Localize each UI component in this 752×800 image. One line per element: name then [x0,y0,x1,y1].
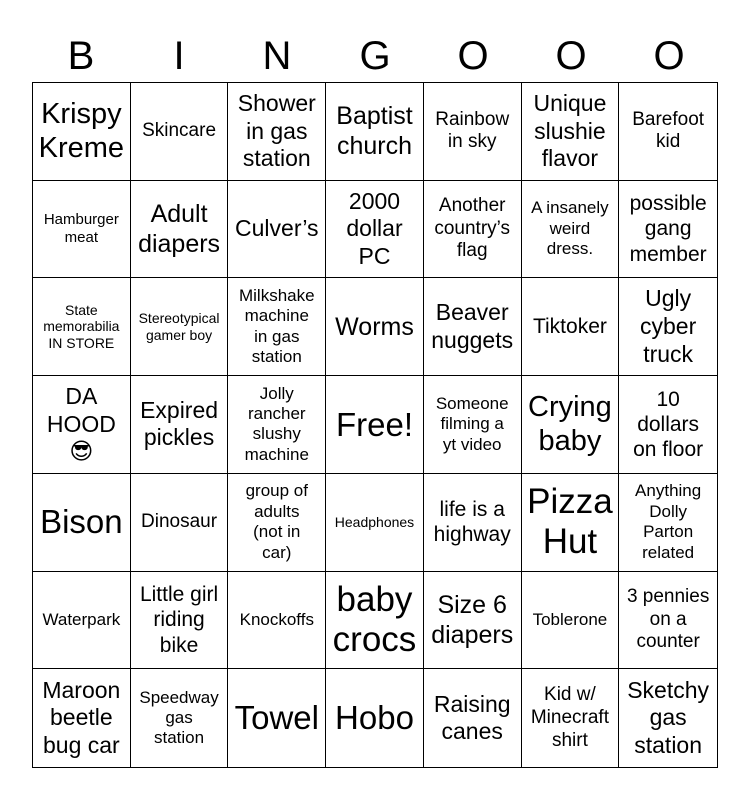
bingo-cell[interactable] [33,83,131,181]
header-letter: I [173,34,185,78]
cell-text: Speedway gas station [139,687,219,748]
bingo-cell[interactable] [33,181,131,279]
bingo-cell[interactable] [424,669,522,767]
bingo-cell[interactable] [522,83,620,181]
bingo-cell[interactable] [619,83,717,181]
header-letter: G [359,34,391,78]
bingo-cell[interactable] [228,669,326,767]
bingo-cell[interactable] [424,181,522,279]
bingo-header [32,30,718,82]
bingo-cell[interactable] [522,669,620,767]
bingo-cell[interactable] [131,572,229,670]
cell-text: Someone filming a yt video [435,393,509,454]
bingo-cell[interactable] [424,83,522,181]
cell-text: Little girl riding bike [139,583,219,657]
bingo-cell[interactable] [228,181,326,279]
cell-text: Headphones [334,513,415,530]
cell-text: Size 6 diapers [431,590,514,649]
header-letter: O [555,34,587,78]
cell-text: Hobo [335,699,414,737]
cell-text: Milkshake machine in gas station [238,286,315,367]
cell-text: State memorabilia IN STORE [43,301,120,352]
bingo-cell[interactable] [33,474,131,572]
bingo-cell[interactable] [326,83,424,181]
cell-text: Beaver nuggets [431,299,514,353]
cell-text: baby crocs [332,579,417,659]
cell-text: Worms [335,312,414,341]
cell-text: Maroon beetle bug car [42,676,121,758]
cell-text: Raising canes [433,690,511,745]
bingo-cell[interactable] [33,572,131,670]
cell-text: Baptist church [336,102,413,161]
cell-text: DA HOOD 😎 [46,383,116,465]
cell-text: possible gang member [629,192,707,266]
bingo-cell[interactable] [131,83,229,181]
cell-text: Hamburger meat [43,211,119,247]
header-letter: O [457,34,489,78]
bingo-cell[interactable] [619,572,717,670]
bingo-board [32,82,718,768]
cell-text: Barefoot kid [632,108,705,153]
cell-text: Sketchy gas station [627,676,710,758]
header-letter: N [262,34,292,78]
bingo-cell[interactable] [228,474,326,572]
cell-text: life is a highway [433,498,511,547]
cell-text: Krispy Kreme [38,97,125,165]
cell-text: Knockoffs [239,609,314,629]
cell-text: Towel [234,699,319,737]
cell-text: Stereotypical gamer boy [138,309,220,343]
bingo-cell[interactable] [522,278,620,376]
bingo-cell[interactable] [424,474,522,572]
bingo-cell[interactable] [522,376,620,474]
cell-text: Bison [40,503,123,541]
bingo-cell[interactable] [131,376,229,474]
cell-text: Rainbow in sky [435,108,510,153]
bingo-cell[interactable] [424,376,522,474]
bingo-cell[interactable] [326,376,424,474]
bingo-cell[interactable] [619,474,717,572]
header-letter: B [67,34,95,78]
cell-text: Unique slushie flavor [533,89,607,172]
cell-text: Expired pickles [140,396,219,451]
cell-text: Dinosaur [141,510,218,532]
cell-text: 3 pennies on a counter [626,585,710,653]
bingo-cell[interactable] [131,278,229,376]
cell-text: Tiktoker [532,315,607,339]
cell-text: Adult diapers [138,200,221,259]
cell-text: Shower in gas station [237,89,316,172]
bingo-cell[interactable] [424,572,522,670]
bingo-cell[interactable] [228,83,326,181]
bingo-cell[interactable] [619,278,717,376]
cell-text: Crying baby [528,390,612,458]
cell-text: Skincare [142,119,217,141]
cell-text: Anything Dolly Parton related [635,481,702,562]
bingo-cell[interactable] [131,474,229,572]
cell-text: Toblerone [532,609,608,629]
bingo-cell[interactable] [619,376,717,474]
bingo-cell[interactable] [131,669,229,767]
bingo-cell[interactable] [33,669,131,767]
bingo-cell[interactable] [326,278,424,376]
bingo-cell[interactable] [522,474,620,572]
bingo-cell[interactable] [228,376,326,474]
bingo-cell[interactable] [326,669,424,767]
bingo-cell[interactable] [326,181,424,279]
bingo-cell[interactable] [326,474,424,572]
bingo-cell[interactable] [33,278,131,376]
bingo-cell[interactable] [424,278,522,376]
bingo-cell[interactable] [522,572,620,670]
bingo-cell[interactable] [228,278,326,376]
bingo-cell[interactable] [619,181,717,279]
cell-text: group of adults (not in car) [245,481,308,562]
cell-text: Pizza Hut [527,481,613,562]
bingo-cell[interactable] [326,572,424,670]
cell-text: A insanely weird dress. [531,198,609,259]
bingo-cell[interactable] [131,181,229,279]
cell-text: Free! [335,405,413,443]
cell-text: Ugly cyber truck [640,285,697,367]
cell-text: Jolly rancher slushy machine [244,383,309,464]
bingo-cell[interactable] [33,376,131,474]
cell-text: 10 dollars on floor [633,387,704,462]
bingo-cell[interactable] [522,181,620,279]
header-letter: O [653,34,685,78]
bingo-cell[interactable] [619,669,717,767]
cell-text: Waterpark [42,609,121,629]
cell-text: Culver’s [235,215,319,242]
cell-text: 2000 dollar PC [346,187,403,269]
cell-text: Kid w/ Minecraft shirt [530,683,609,751]
bingo-cell[interactable] [228,572,326,670]
cell-text: Another country’s flag [434,194,511,262]
